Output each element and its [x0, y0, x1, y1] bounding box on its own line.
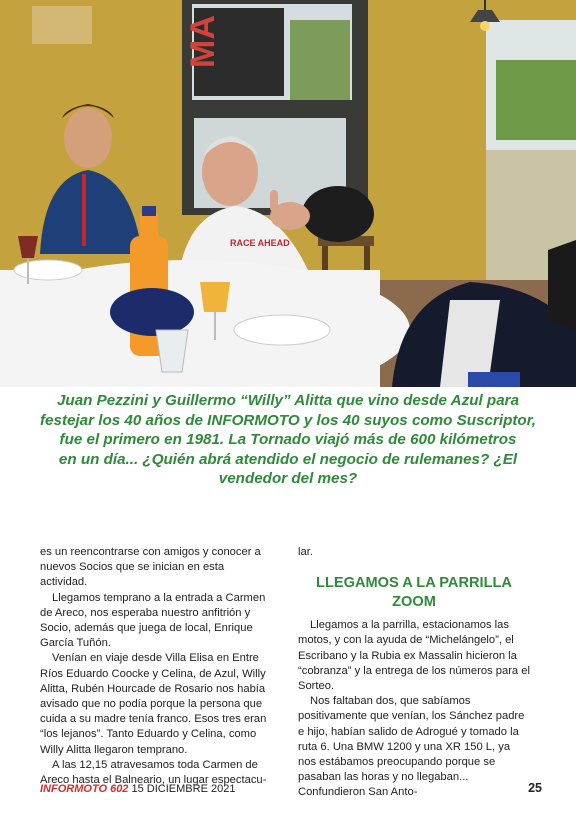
page-number: 25: [528, 781, 542, 795]
paragraph: A las 12,15 atravesamos toda Carmen de Areco hasta el Balneario, un lugar espectacu-: [40, 758, 267, 787]
photo-caption: [20, 391, 556, 489]
right-column: [298, 545, 530, 801]
section-heading: LLEGAMOS A LA PARRILLA ZOOM: [316, 575, 512, 611]
issue-date: 15 DICIEMBRE 2021: [131, 783, 236, 795]
paragraph: es un reencontrarse con amigos y conocer a nuevos Socios que se inician en esta actividad.: [40, 546, 261, 589]
magazine-brand: INFORMOTO 602: [40, 783, 129, 795]
paragraph: Llegamos temprano a la entrada a Carmen de Areco, nos esperaba nuestro anfitrión y Socio, además que juega de local, Enrique García Tuñón.: [40, 591, 266, 650]
photo-illustration: [0, 0, 576, 387]
caption-line: en un día... ¿Quién abrá atendido el negocio de rulemanes? ¿El: [58, 450, 518, 468]
paragraph-continuation: lar.: [298, 546, 313, 558]
caption-line: vendedor del mes?: [218, 470, 358, 488]
paragraph: Nos faltaban dos, que sabíamos positivamente que venían, los Sánchez padre e hijo, habían salido de Adrogué y tomado la ruta 6. Una BMW 1200 y una XR 150 L, ya nos estábamos preocupando porque se pasaban las horas y no llegaban... Confundieron San Anto-: [298, 695, 525, 799]
caption-line: fue el primero en 1981. La Tornado viajó más de 600 kilómetros: [59, 431, 517, 449]
caption-line: Juan Pezzini y Guillermo “Willy” Alitta que vino desde Azul para: [56, 392, 520, 409]
paragraph: Llegamos a la parrilla, estacionamos las motos, y con la ayuda de “Michelángelo”, el Escribano y la Rubia ex Massalin hicieron la “cobranza” y la entrega de los números para el Sorteo.: [298, 619, 530, 693]
page-footer: [40, 783, 235, 795]
left-column: [40, 545, 272, 788]
banner-text: MA: [184, 15, 222, 68]
paragraph: Venían en viaje desde Villa Elisa en Entre Ríos Eduardo Coocke y Celina, de Azul, Willy Alitta, Rubén Hourcade de Rosario nos había avisado que no podía porque la persona que cuida a su madre tenía franco. Esos tres eran “los lejanos”. Tanto Eduardo y Celina, como Willy Alitta llegaron temprano.: [40, 652, 267, 756]
caption-line: festejar los 40 años de INFORMOTO y los 40 suyos como Suscriptor,: [40, 411, 536, 429]
shirt-text: RACE AHEAD: [230, 238, 290, 248]
event-photo: [0, 0, 576, 387]
